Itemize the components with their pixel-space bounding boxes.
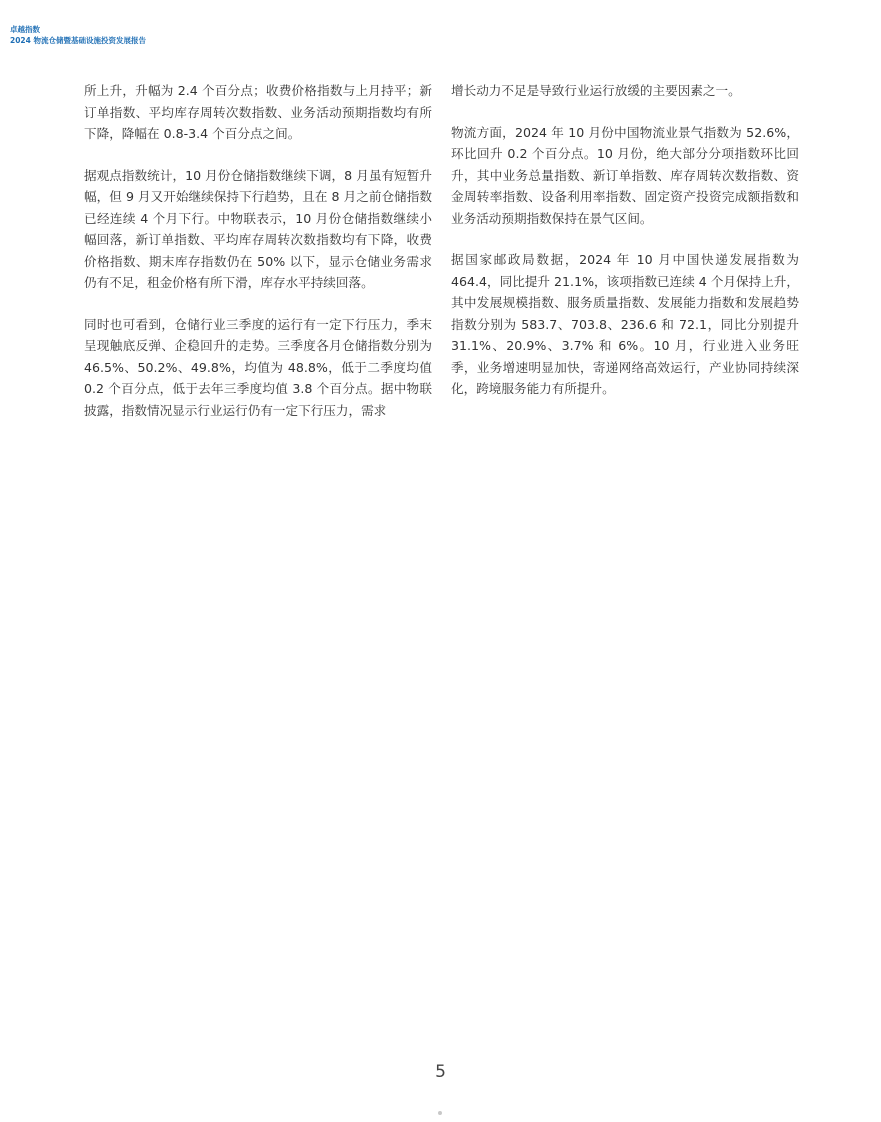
header-report-title: 2024 物流仓储暨基础设施投资发展报告	[10, 36, 146, 45]
right-paragraph-2: 物流方面，2024 年 10 月份中国物流业景气指数为 52.6%，环比回升 0.2 个百分点。10 月份，绝大部分分项指数环比回升，其中业务总量指数、新订单指数、库存周转次数指数、资金周转率指数、设备利用率指数、固定资产投资完成额指数和业务活动预期指数保持在景气区间。	[451, 124, 799, 226]
page-marker-dot	[438, 1111, 442, 1115]
left-paragraph-2: 据观点指数统计，10 月份仓储指数继续下调，8 月虽有短暂升幅，但 9 月又开始继续保持下行趋势，且在 8 月之前仓储指数已经连续 4 个月下行。中物联表示，10 月份仓储指数继续小幅回落，新订单指数、平均库存周转次数指数均有下降，收费价格指数、期末库存指数仍在 50% 以下，显示仓储业务需求仍有不足，租金价格有所下滑，库存水平持续回落。	[84, 167, 432, 290]
right-paragraph-1: 增长动力不足是导致行业运行放缓的主要因素之一。	[451, 83, 741, 98]
left-paragraph-3: 同时也可看到，仓储行业三季度的运行有一定下行压力，季末呈现触底反弹、企稳回升的走势。三季度各月仓储指数分别为 46.5%、50.2%、49.8%，均值为 48.8%，低于二季度均值 0.2 个百分点，低于去年三季度均值 3.8 个百分点。据中物联披露，指数情况显示行业运行仍有一定下行压力，需求	[84, 316, 432, 418]
header-brand: 卓越指数	[10, 25, 40, 34]
page-number: 5	[435, 1062, 446, 1082]
left-text-column	[84, 80, 432, 441]
left-paragraph-1: 所上升，升幅为 2.4 个百分点；收费价格指数与上月持平；新订单指数、平均库存周转次数指数、业务活动预期指数均有所下降，降幅在 0.8-3.4 个百分点之间。	[84, 83, 432, 141]
right-text-column	[451, 80, 799, 420]
running-header	[10, 24, 146, 46]
right-paragraph-3: 据国家邮政局数据，2024 年 10 月中国快递发展指数为 464.4，同比提升 21.1%，该项指数已连续 4 个月保持上升，其中发展规模指数、服务质量指数、发展能力指数和发展趋势指数分别为 583.7、703.8、236.6 和 72.1，同比分别提升 31.1%、20.9%、3.7% 和 6%。10 月，行业进入业务旺季，业务增速明显加快，寄递网络高效运行，产业协同持续深化，跨境服务能力有所提升。	[451, 252, 799, 396]
